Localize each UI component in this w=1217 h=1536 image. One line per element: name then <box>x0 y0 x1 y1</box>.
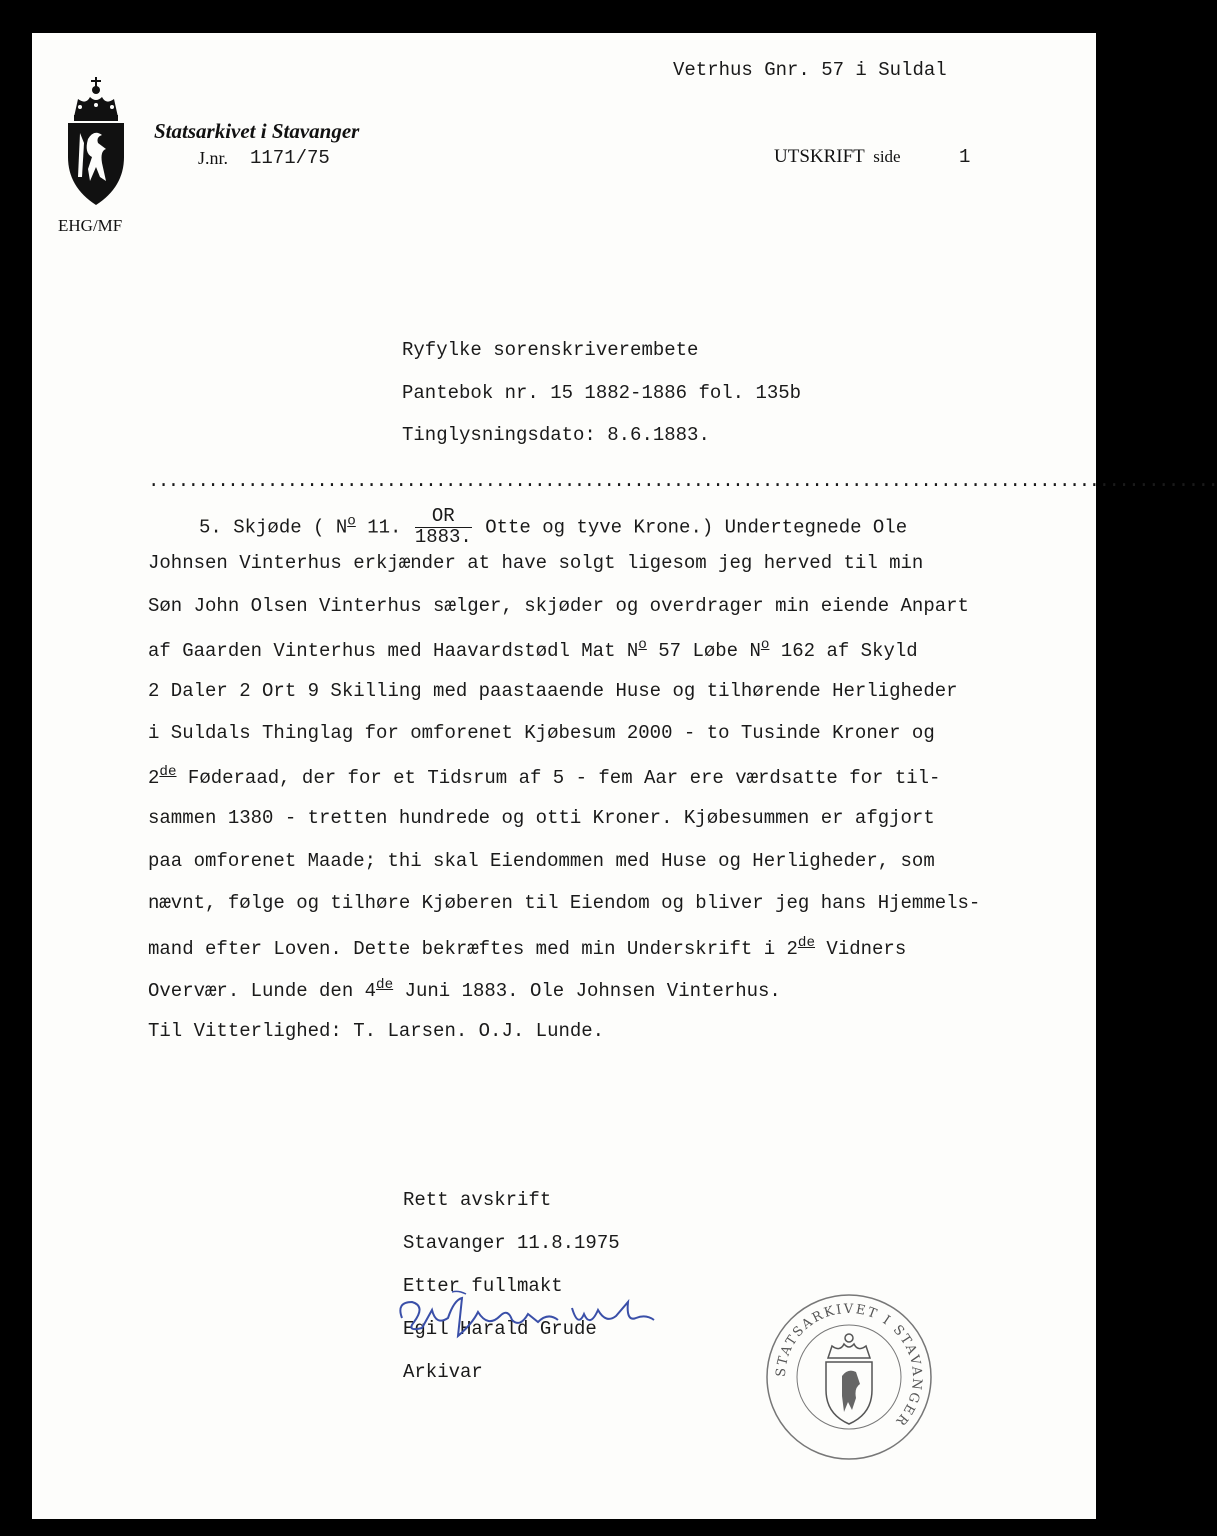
document-page <box>32 33 1217 1519</box>
text-span: Føderaad, der for et Tidsrum af 5 - fem Aar ere værdsatte for til- <box>176 766 941 789</box>
text-span: 162 af Skyld <box>769 639 918 662</box>
registration-date: Tinglysningsdato: 8.6.1883. <box>402 424 710 446</box>
svg-text:STATSARKIVET I STAVANGER <box>774 1302 924 1429</box>
text-span: Otte og tyve Krone.) Undertegnede Ole <box>473 516 908 539</box>
certified-copy: Rett avskrift <box>403 1189 552 1211</box>
stamp-text: STATSARKIVET I STAVANGER <box>773 1301 925 1430</box>
dotted-separator: ............................................................................................................ <box>148 470 1217 492</box>
location-header: Vetrhus Gnr. 57 i Suldal <box>673 59 947 81</box>
book-reference: Pantebok nr. 15 1882-1886 fol. 135b <box>402 382 802 404</box>
superscript: de <box>797 935 816 951</box>
text-span: 5. Skjøde ( N <box>199 516 348 539</box>
text-line-10: nævnt, følge og tilhøre Kjøberen til Eiendom og bliver jeg hans Hjemmels- <box>148 892 981 914</box>
office-name: Ryfylke sorenskriverembete <box>402 339 699 361</box>
text-line-1 <box>148 507 907 548</box>
signer-name: Egil Harald Grude <box>403 1318 597 1340</box>
side-label: side <box>873 147 901 166</box>
jnr-label: J.nr. <box>198 148 229 168</box>
text-line-11 <box>148 935 906 960</box>
text-line-13: Til Vitterlighed: T. Larsen. O.J. Lunde. <box>148 1020 605 1042</box>
superscript: o <box>760 637 770 653</box>
text-line-9: paa omforenet Maade; thi skal Eiendommen med Huse og Herligheder, som <box>148 850 935 872</box>
text-span: Juni 1883. Ole Johnsen Vinterhus. <box>393 979 781 1002</box>
signer-title: Arkivar <box>403 1361 483 1383</box>
text-line-8: sammen 1380 - tretten hundrede og otti Kroner. Kjøbesummen er afgjort <box>148 807 935 829</box>
authority: Etter fullmakt <box>403 1275 563 1297</box>
utskrift-label <box>774 146 901 168</box>
fraction-numerator: OR <box>415 507 472 528</box>
text-line-7 <box>148 764 940 789</box>
text-span: Overvær. Lunde den 4 <box>148 979 377 1002</box>
text-span: mand efter Loven. Dette bekræftes med min Underskrift i 2 <box>148 937 798 960</box>
text-span: 2 <box>148 766 160 789</box>
text-span: Vidners <box>815 937 907 960</box>
text-span: af Gaarden Vinterhus med Haavardstødl Mat N <box>148 639 639 662</box>
handwritten-signature <box>392 1288 662 1348</box>
superscript: de <box>159 764 177 780</box>
superscript: de <box>376 977 394 993</box>
initials: EHG/MF <box>58 216 123 235</box>
coat-of-arms-logo <box>66 77 126 209</box>
text-line-3: Søn John Olsen Vinterhus sælger, skjøder og overdrager min eiende Anpart <box>148 595 969 617</box>
superscript: o <box>347 513 356 530</box>
place-date: Stavanger 11.8.1975 <box>403 1232 620 1254</box>
text-line-5: 2 Daler 2 Ort 9 Skilling med paastaaende Huse og tilhørende Herligheder <box>148 680 958 702</box>
superscript: o <box>638 637 647 653</box>
jnr-value: 1171/75 <box>250 147 330 169</box>
text-line-2: Johnsen Vinterhus erkjænder at have solgt ligesom jeg herved til min <box>148 552 924 574</box>
text-line-4 <box>148 637 918 662</box>
fraction <box>415 507 472 548</box>
text-span: 11. <box>355 516 413 539</box>
utskrift-text: UTSKRIFT <box>774 146 865 167</box>
fraction-denominator: 1883. <box>414 525 472 548</box>
archive-name: Statsarkivet i Stavanger <box>154 119 360 143</box>
official-stamp <box>764 1292 934 1462</box>
page-number: 1 <box>959 146 971 168</box>
text-span: 57 Løbe N <box>646 639 761 662</box>
text-line-6: i Suldals Thinglag for omforenet Kjøbesum 2000 - to Tusinde Kroner og <box>148 722 935 744</box>
text-line-12 <box>148 977 781 1002</box>
